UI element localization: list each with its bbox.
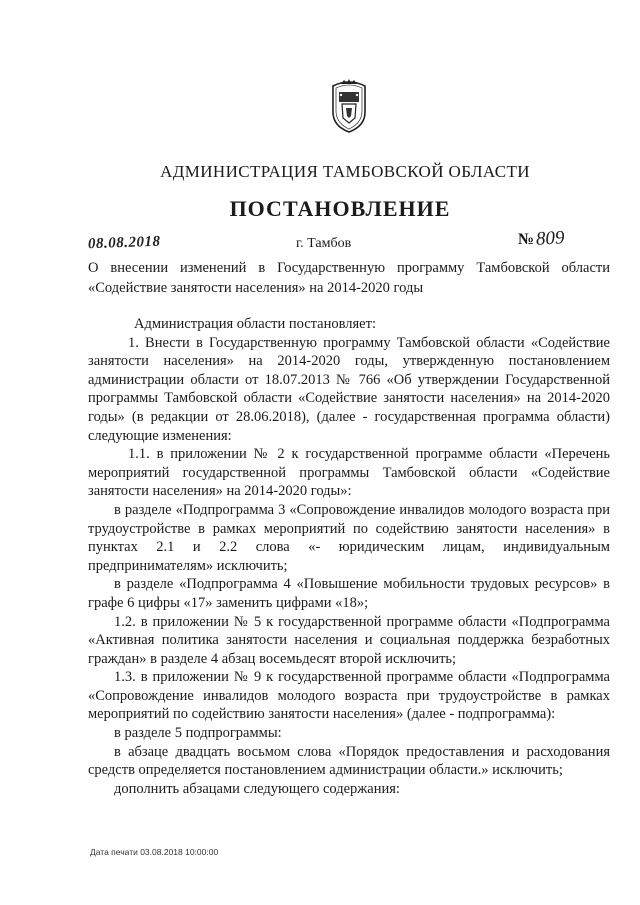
document-city: г. Тамбов (296, 236, 352, 251)
body-paragraph: в разделе «Подпрограмма 4 «Повышение мобильности трудовых ресурсов» в графе 6 цифры «17» заменить цифрами «18»; (88, 576, 610, 611)
body-paragraph: в разделе 5 подпрограммы: (114, 725, 282, 742)
document-type-title: ПОСТАНОВЛЕНИЕ (229, 196, 451, 221)
authority-name: АДМИНИСТРАЦИЯ ТАМБОВСКОЙ ОБЛАСТИ (160, 162, 530, 181)
body-paragraph: Администрация области постановляет: (134, 316, 376, 332)
body-paragraph: в разделе «Подпрограмма 3 «Сопровождение инвалидов молодого возраста при трудоустройстве в рамках мероприятий по содействию занятости населения» в пунктах 2.1 и 2.2 слова «- юридическим лицам, индивидуальным предпринимателям» исключить; (88, 501, 610, 574)
body-paragraph: дополнить абзацами следующего содержания: (114, 780, 400, 797)
coat-of-arms-emblem (327, 78, 371, 134)
body-paragraph: 1.1. в приложении № 2 к государственной программе области «Перечень мероприятий государственной программы Тамбовской области «Содействие занятости населения» на 2014-2020 годы»: (88, 446, 610, 500)
document-date: 08.08.2018 (87, 233, 161, 253)
print-date-footer: Дата печати 03.08.2018 10:00:00 (90, 847, 219, 857)
document-body (88, 315, 610, 798)
body-paragraph: в абзаце двадцать восьмом слова «Порядок предоставления и расходования средств определяется постановлением администрации области.» исключить; (88, 743, 610, 779)
number-sign: № (518, 231, 535, 248)
document-number (518, 228, 565, 250)
document-number-value: 809 (535, 227, 566, 250)
body-paragraph: 1. Внести в Государственную программу Тамбовской области «Содействие занятости населения» на 2014-2020 годы, утвержденную постановлением администрации области от 18.07.2013 № 766 «Об утверждении Государственной программы Тамбовской области «Содействие занятости населения» на 2014-2020 годы» (в редакции от 28.06.2018), (далее - государственная программа области) следующие изменения: (88, 334, 610, 444)
body-paragraph: 1.2. в приложении № 5 к государственной программе области «Подпрограмма «Активная политика занятости населения и социальная поддержка безработных граждан» в разделе 4 абзац восемьдесят второй исключить; (88, 613, 610, 667)
document-subject: О внесении изменений в Государственную программу Тамбовской области «Содействие занятости населения» на 2014-2020 годы (88, 260, 610, 296)
body-paragraph: 1.3. в приложении № 9 к государственной программе области «Подпрограмма «Сопровождение инвалидов молодого возраста при трудоустройстве в рамках мероприятий по содействию занятости населения» (далее - подпрограмма): (88, 669, 610, 723)
